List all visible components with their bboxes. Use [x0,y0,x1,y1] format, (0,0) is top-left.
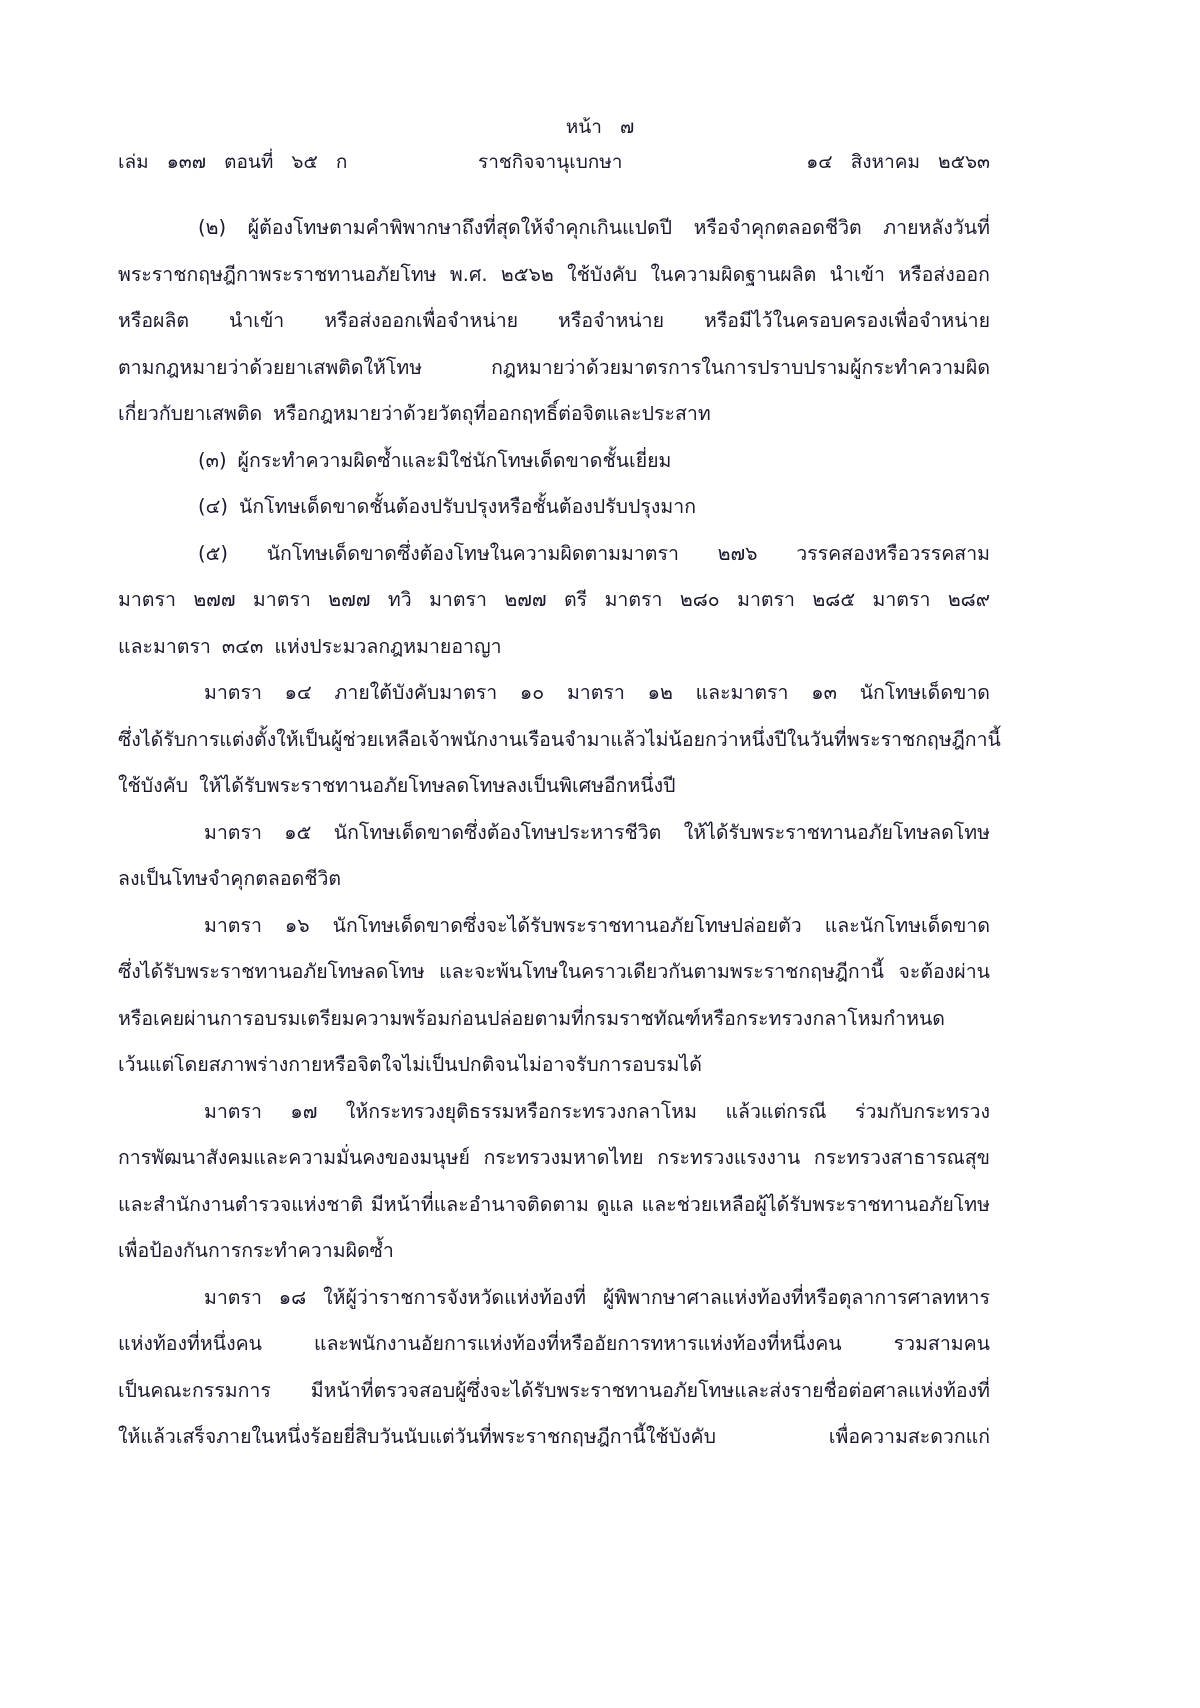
text-line [118,725,1001,772]
word: กฎหมายว่าด้วยมาตรการในการปราบปรามผู้กระทำความผิด [491,355,990,379]
word: เป็นคณะกรรมการ [118,1378,271,1402]
word: หรือส่งออกเพื่อจำหน่าย [324,309,519,332]
word: มาตรา [737,588,795,611]
word: กระทรวงสาธารณสุข [813,1146,990,1169]
issue-label: ตอนที่ [224,151,274,173]
word: นักโทษเด็ดขาดซึ่งต้องโทษในความผิดตามมาตรา [266,541,679,565]
word: ผู้ต้องโทษตามคำพิพากษาถึงที่สุดให้จำคุกเกินแปดปี [247,216,673,239]
word: (๓) [198,448,227,472]
paragraph-section-18 [118,1283,990,1469]
text-line [118,446,990,493]
word: ซึ่งได้รับพระราชทานอภัยโทษลดโทษ [118,960,425,983]
word: ๒๗๗ [328,588,371,611]
word: ร่วมกับกระทรวง [854,1099,990,1123]
word: หรือส่งออก [898,262,990,286]
word: และพนักงานอัยการแห่งท้องที่หรืออัยการทหารแห่งท้องที่หนึ่งคน [314,1332,842,1355]
word: ๒๗๗ [504,588,547,611]
word: แล้วแต่กรณี [725,1099,827,1123]
word: ใช้บังคับ [118,774,189,797]
word: ๒๘๕ [812,588,856,611]
text-line [118,771,990,818]
word: ๑๐ [519,681,545,704]
publication-date [806,147,990,177]
word: และสำนักงานตำรวจแห่งชาติ [118,1192,364,1216]
word: หรือมีไว้ในครอบครองเพื่อจำหน่าย [703,309,990,332]
text-line [118,864,990,911]
word: นักโทษเด็ดขาดชั้นต้องปรับปรุงหรือชั้นต้องปรับปรุงมาก [238,495,697,518]
date-day: ๑๔ [806,151,833,173]
word: และนักโทษเด็ดขาด [824,913,990,937]
word: มาตรา [604,588,663,611]
word: มาตรา [204,1099,262,1123]
word: หรือจำคุกตลอดชีวิต [693,216,862,239]
word: นำเข้า [229,309,285,332]
word: แห่งท้องที่หนึ่งคน [118,1332,262,1355]
word: นักโทษเด็ดขาด [859,681,990,704]
text-line [118,399,990,446]
text-line [118,632,990,679]
word: เพื่อป้องกันการกระทำความผิดซ้ำ [118,1239,394,1262]
word: หรือเคยผ่านการอบรมเตรียมความพร้อมก่อนปล่อยตามที่กรมราชทัณฑ์หรือกระทรวงกลาโหมกำหนด [118,1006,945,1030]
word: พระราชกฤษฎีกาพระราชทานอภัยโทษ [118,262,437,286]
paragraph-section-15 [118,818,990,911]
volume-number: ๑๓๗ [166,151,207,173]
word: ให้แล้วเสร็จภายในหนึ่งร้อยยี่สิบวันนับแต่วันที่พระราชกฤษฎีกานี้ใช้บังคับ [118,1425,716,1448]
date-month: สิงหาคม [850,151,920,173]
word: ภายใต้บังคับมาตรา [334,681,498,704]
paragraph-section-14 [118,678,1001,818]
word: มาตรา [872,588,931,611]
word: ในความผิดฐานผลิต [650,262,817,286]
issue-number: ๖๕ [291,151,318,173]
word: ผู้กระทำความผิดซ้ำและมิใช่นักโทษเด็ดขาดชั้นเยี่ยม [237,448,672,472]
word: ๑๗ [290,1099,318,1123]
word: เพื่อความสะดวกแก่ [828,1425,990,1448]
issue-section: ก [335,151,348,173]
text-line [118,260,990,307]
word: ๑๒ [647,681,673,704]
page-number [0,113,1200,141]
word: ๑๔ [284,681,312,704]
word: นักโทษเด็ดขาดซึ่งจะได้รับพระราชทานอภัยโทษปล่อยตัว [332,913,802,937]
word: ๒๕๖๒ [500,262,554,286]
word: วรรคสองหรือวรรคสาม [796,541,990,565]
document-body [118,213,1001,1469]
word: ๑๘ [278,1285,307,1309]
word: นำเข้า [829,262,885,286]
word: เว้นแต่โดยสภาพร่างกายหรือจิตใจไม่เป็นปกติจนไม่อาจรับการอบรมได้ [118,1053,702,1076]
word: ทวิ [387,588,412,611]
word: ซึ่งได้รับการแต่งตั้งให้เป็นผู้ช่วยเหลือเจ้าพนักงานเรือนจำมาแล้วไม่น้อยกว่าหนึ่งปีในวันที่พระราชกฤษฎีกานี้ [118,727,1001,751]
text-line [118,818,990,865]
word: มาตรา [252,588,311,611]
running-header [118,147,990,177]
text-line [118,1097,990,1144]
text-line [118,306,990,353]
word: ๒๗๖ [717,541,758,565]
text-line [118,1236,990,1283]
text-line [118,1283,990,1330]
word: ๒๘๐ [679,588,720,611]
word: กระทรวงแรงงาน [657,1146,801,1169]
word: (๒) [198,216,227,239]
word: ให้ผู้ว่าราชการจังหวัดแห่งท้องที่ [323,1285,586,1309]
publication-title: ราชกิจจานุเบกษา [478,151,623,173]
word: กระทรวงมหาดไทย [483,1146,644,1169]
word: (๕) [198,541,228,565]
word: ให้ได้รับพระราชทานอภัยโทษลดโทษลงเป็นพิเศษอีกหนึ่งปี [199,774,676,797]
word: ให้ได้รับพระราชทานอภัยโทษลดโทษ [683,820,990,844]
word: ๒๗๗ [193,588,236,611]
word: นักโทษเด็ดขาดซึ่งต้องโทษประหารชีวิต [333,820,662,844]
word: ตรี [564,588,588,611]
word: ภายหลังวันที่ [883,216,990,239]
word: และมาตรา [118,634,211,658]
volume-label: เล่ม [118,151,149,173]
word: ๑๖ [284,913,310,937]
paragraph-item-2 [118,213,990,446]
word: ๑๓ [811,681,837,704]
word: มาตรา [566,681,625,704]
volume-issue [118,147,347,177]
word: และช่วยเหลือผู้ได้รับพระราชทานอภัยโทษ [641,1192,990,1216]
text-line [118,1422,990,1469]
word: พ.ศ. [449,262,488,286]
paragraph-item-5 [118,539,990,679]
word: หรือกฎหมายว่าด้วยวัตถุที่ออกฤทธิ์ต่อจิตและประสาท [273,402,711,425]
text-line [118,585,990,632]
word: ให้กระทรวงยุติธรรมหรือกระทรวงกลาโหม [345,1099,698,1123]
word: ๓๔๓ [221,634,264,658]
text-line [118,1376,990,1423]
text-line [118,1190,990,1237]
word: ๒๘๙ [947,588,990,611]
word: ตามกฎหมายว่าด้วยยาเสพติดให้โทษ [118,355,423,379]
text-line [118,1004,990,1051]
word: การพัฒนาสังคมและความมั่นคงของมนุษย์ [118,1146,470,1169]
text-line [118,911,990,958]
paragraph-section-16 [118,911,990,1097]
text-line [118,539,990,586]
word: มาตรา [204,820,262,844]
word: จะต้องผ่าน [898,960,990,983]
word: มาตรา [118,588,176,611]
word: มีหน้าที่และอำนาจติดตาม [370,1192,589,1216]
word: หรือจำหน่าย [558,309,665,332]
word: ๑๕ [284,820,312,844]
word: และจะพ้นโทษในคราวเดียวกันตามพระราชกฤษฎีกานี้ [439,960,885,983]
paragraph-section-17 [118,1097,990,1283]
word: มีหน้าที่ตรวจสอบผู้ซึ่งจะได้รับพระราชทานอภัยโทษและส่งรายชื่อต่อศาลแห่งท้องที่ [310,1378,990,1402]
text-line [118,492,990,539]
word: มาตรา [204,913,262,937]
word: ดูแล [596,1192,634,1216]
text-line [118,353,990,400]
word: มาตรา [429,588,487,611]
text-line [118,1143,990,1190]
text-line [118,213,990,260]
word: และมาตรา [695,681,789,704]
word: (๔) [198,495,228,518]
text-line [118,1050,990,1097]
word: ลงเป็นโทษจำคุกตลอดชีวิต [118,867,342,890]
page-number-value: ๗ [619,116,635,138]
word: มาตรา [204,681,262,704]
word: แห่งประมวลกฎหมายอาญา [274,634,502,658]
word: มาตรา [204,1285,262,1309]
word: รวมสามคน [893,1332,990,1355]
word: หรือผลิต [118,309,190,332]
date-year: ๒๕๖๓ [938,151,990,173]
word: เกี่ยวกับยาเสพติด [118,402,263,425]
paragraph-item-3 [118,446,990,493]
paragraph-item-4 [118,492,990,539]
word: ใช้บังคับ [567,262,638,286]
text-line [118,678,990,725]
word: ผู้พิพากษาศาลแห่งท้องที่หรือตุลาการศาลทหาร [602,1285,990,1309]
text-line [118,957,990,1004]
text-line [118,1329,990,1376]
page-label: หน้า [565,116,602,138]
